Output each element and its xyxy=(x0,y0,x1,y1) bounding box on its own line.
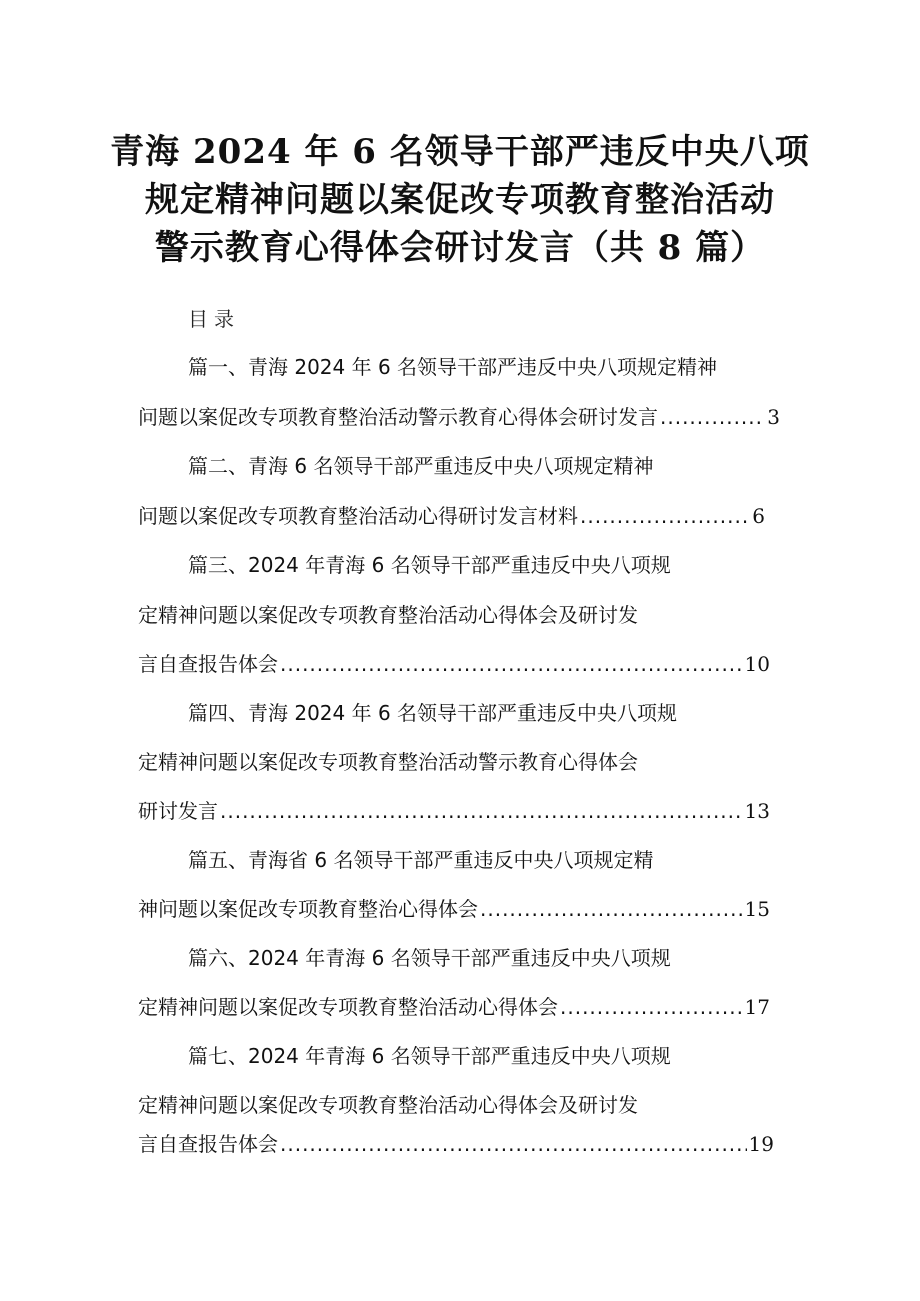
toc-entry-3-line-3: 言自查报告体会 xyxy=(138,652,278,676)
toc-entry-2-page: 6 xyxy=(752,504,765,528)
toc-entry-6-page: 17 xyxy=(744,995,770,1019)
title-line-3: 警示教育心得体会研讨发言（共 8 篇） xyxy=(154,228,766,268)
toc-entry-1-line-2: 问题以案促改专项教育整治活动警示教育心得体会研讨发言 xyxy=(138,405,658,429)
toc-leader-dots xyxy=(560,992,743,1022)
toc-entry-2-line-2: 问题以案促改专项教育整治活动心得研讨发言材料 xyxy=(138,504,578,528)
toc-entry-1-last-line[interactable] xyxy=(138,402,780,432)
toc-entry-7-last-line[interactable] xyxy=(138,1129,774,1159)
toc-leader-dots xyxy=(280,1129,747,1159)
toc-entry-7-line-3: 言自查报告体会 xyxy=(138,1132,278,1156)
toc-entry-6-line-2: 定精神问题以案促改专项教育整治活动心得体会 xyxy=(138,995,558,1019)
toc-entry-3-page: 10 xyxy=(744,652,770,676)
toc-entry-4-last-line[interactable] xyxy=(138,796,770,826)
toc-entry-6-line-1: 篇六、2024 年青海 6 名领导干部严重违反中央八项规 xyxy=(188,946,671,970)
toc-entry-7-page: 19 xyxy=(748,1132,774,1156)
toc-entry-7-line-2: 定精神问题以案促改专项教育整治活动心得体会及研讨发 xyxy=(138,1093,638,1117)
toc-leader-dots xyxy=(660,402,765,432)
toc-entry-5-last-line[interactable] xyxy=(138,894,770,924)
title-line-1: 青海 2024 年 6 名领导干部严违反中央八项 xyxy=(110,132,810,172)
toc-entry-2-last-line[interactable] xyxy=(138,501,765,531)
toc-entry-4-line-1: 篇四、青海 2024 年 6 名领导干部严重违反中央八项规 xyxy=(188,701,678,725)
toc-leader-dots xyxy=(220,796,743,826)
toc-entry-3-line-2: 定精神问题以案促改专项教育整治活动心得体会及研讨发 xyxy=(138,603,638,627)
toc-entry-1-page: 3 xyxy=(767,405,780,429)
toc-leader-dots xyxy=(580,501,750,531)
document-title xyxy=(60,128,860,272)
toc-entry-7-line-1: 篇七、2024 年青海 6 名领导干部严重违反中央八项规 xyxy=(188,1044,671,1068)
toc-entry-4-line-3: 研讨发言 xyxy=(138,799,218,823)
toc-entry-1-line-1: 篇一、青海 2024 年 6 名领导干部严违反中央八项规定精神 xyxy=(188,355,718,379)
title-line-2: 规定精神问题以案促改专项教育整治活动 xyxy=(145,180,775,220)
toc-entry-3-line-1: 篇三、2024 年青海 6 名领导干部严重违反中央八项规 xyxy=(188,553,671,577)
toc-entry-2-line-1: 篇二、青海 6 名领导干部严重违反中央八项规定精神 xyxy=(188,454,654,478)
toc-entry-6-last-line[interactable] xyxy=(138,992,770,1022)
toc-entry-4-line-2: 定精神问题以案促改专项教育整治活动警示教育心得体会 xyxy=(138,750,638,774)
toc-leader-dots xyxy=(280,649,743,679)
toc-entry-5-line-1: 篇五、青海省 6 名领导干部严重违反中央八项规定精 xyxy=(188,848,654,872)
toc-entry-4-page: 13 xyxy=(744,799,770,823)
toc-entry-3-last-line[interactable] xyxy=(138,649,770,679)
toc-entry-5-page: 15 xyxy=(744,897,770,921)
toc-heading: 目录 xyxy=(188,307,240,331)
toc-leader-dots xyxy=(480,894,743,924)
toc-entry-5-line-2: 神问题以案促改专项教育整治心得体会 xyxy=(138,897,478,921)
